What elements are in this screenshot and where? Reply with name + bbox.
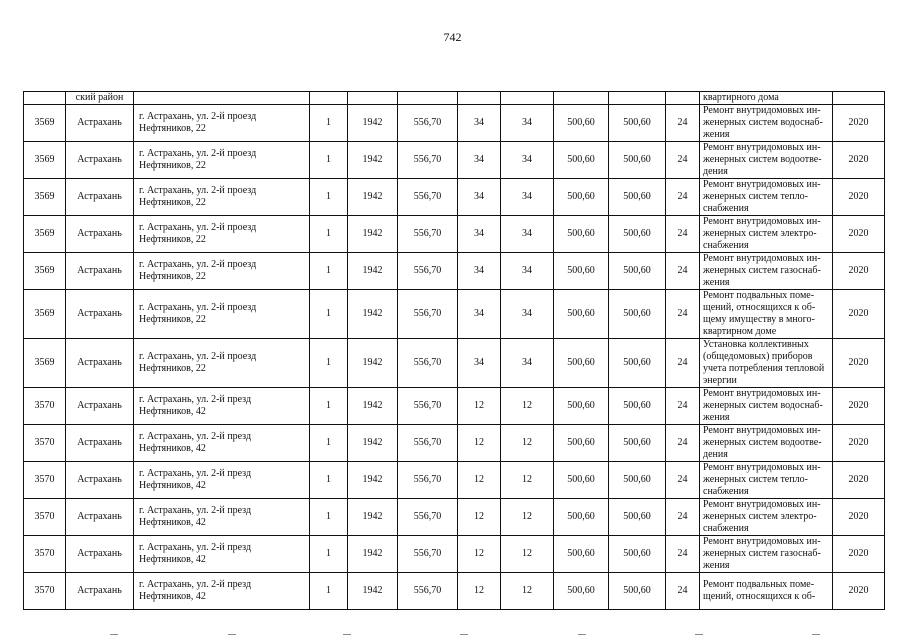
cell-work-type [700,573,833,610]
cell-area2: 500,60 [609,499,666,536]
address-line-2: Нефтяников, 22 [139,123,206,134]
cell-area2: 500,60 [609,253,666,290]
cell-residents2: 12 [501,536,554,573]
table-row [24,499,885,536]
cell-months: 24 [666,425,700,462]
cell-floors: 1 [310,388,348,425]
cell-months: 24 [666,216,700,253]
cell-city: Астрахань [66,573,134,610]
cell-residents2: 12 [501,462,554,499]
table-row [24,462,885,499]
work-line: Установка коллективных [703,339,809,350]
cell-work-type [700,105,833,142]
cell-floors: 1 [310,425,348,462]
cell-work-year: 2020 [833,462,885,499]
cell-area: 556,70 [398,536,458,573]
address-line-1: г. Астрахань, ул. 2-й презд [139,505,252,516]
cell-area: 556,70 [398,462,458,499]
table-row [24,290,885,339]
cell-no: 3569 [24,142,66,179]
work-line: Ремонт внутридомовых ин- [703,179,821,190]
cell-residents1: 12 [458,425,501,462]
work-continuation: квартирного дома [700,92,833,105]
cell-no: 3570 [24,536,66,573]
cell-area1: 500,60 [554,290,609,339]
work-line: женерных систем электро- [703,511,817,522]
cell-residents2: 12 [501,388,554,425]
work-line: женерных систем газоснаб- [703,548,821,559]
cell-area: 556,70 [398,339,458,388]
work-line: женерных систем электро- [703,228,817,239]
cell-area: 556,70 [398,105,458,142]
cell-residents2: 34 [501,216,554,253]
cell-residents1: 34 [458,253,501,290]
address-line-1: г. Астрахань, ул. 2-й презд [139,394,252,405]
cell-work-type [700,290,833,339]
cell-city: Астрахань [66,142,134,179]
continuation-row [24,92,885,105]
address-line-2: Нефтяников, 42 [139,406,206,417]
cell-work-type [700,536,833,573]
cell-address [134,536,310,573]
cell-city: Астрахань [66,388,134,425]
cell-work-year: 2020 [833,179,885,216]
cell-floors: 1 [310,290,348,339]
table-row [24,573,885,610]
cell-no: 3570 [24,462,66,499]
cell-area1: 500,60 [554,216,609,253]
cell-address [134,573,310,610]
cell-no: 3570 [24,425,66,462]
cell-work-year: 2020 [833,216,885,253]
cell-residents2: 34 [501,253,554,290]
address-line-1: г. Астрахань, ул. 2-й проезд [139,111,257,122]
cell-year: 1942 [348,105,398,142]
table-row [24,216,885,253]
cell-floors: 1 [310,179,348,216]
address-line-2: Нефтяников, 22 [139,160,206,171]
cell-no: 3569 [24,179,66,216]
cell-no: 3569 [24,216,66,253]
cell-area1: 500,60 [554,573,609,610]
cell-work-year: 2020 [833,253,885,290]
cell-months: 24 [666,290,700,339]
work-line: щений, относящихся к об- [703,302,816,313]
cell-address [134,105,310,142]
cell-year: 1942 [348,339,398,388]
cell-months: 24 [666,573,700,610]
cell-area: 556,70 [398,425,458,462]
cell-area: 556,70 [398,573,458,610]
address-line-2: Нефтяников, 42 [139,443,206,454]
cell-floors: 1 [310,339,348,388]
cell-residents2: 12 [501,573,554,610]
cell-work-year: 2020 [833,142,885,179]
cell-no: 3569 [24,105,66,142]
cell-area: 556,70 [398,253,458,290]
cell-work-type [700,179,833,216]
cell-months: 24 [666,462,700,499]
address-line-2: Нефтяников, 42 [139,480,206,491]
cell-address [134,425,310,462]
cell-area: 556,70 [398,290,458,339]
work-line: щему имуществу в много- [703,314,815,325]
cell-year: 1942 [348,425,398,462]
cell-year: 1942 [348,536,398,573]
district-continuation: ский район [66,92,134,105]
cell-months: 24 [666,388,700,425]
work-line: Ремонт внутридомовых ин- [703,105,821,116]
cell-floors: 1 [310,105,348,142]
work-line: снабжения [703,523,749,534]
cell-area1: 500,60 [554,388,609,425]
cell-months: 24 [666,253,700,290]
cell-city: Астрахань [66,462,134,499]
cell-residents2: 34 [501,290,554,339]
cell-area: 556,70 [398,179,458,216]
work-line: энергии [703,375,737,386]
cell-work-year: 2020 [833,536,885,573]
work-line: Ремонт внутридомовых ин- [703,253,821,264]
cell-no: 3570 [24,573,66,610]
cell-year: 1942 [348,290,398,339]
cell-residents2: 12 [501,425,554,462]
work-line: снабжения [703,203,749,214]
cell-year: 1942 [348,388,398,425]
address-line-1: г. Астрахань, ул. 2-й проезд [139,148,257,159]
work-line: женерных систем тепло- [703,191,808,202]
cell-residents1: 12 [458,499,501,536]
work-line: снабжения [703,486,749,497]
cell-floors: 1 [310,216,348,253]
cell-floors: 1 [310,536,348,573]
cell-area2: 500,60 [609,536,666,573]
cell-work-type [700,253,833,290]
cell-address [134,339,310,388]
cell-city: Астрахань [66,105,134,142]
cell-residents1: 34 [458,290,501,339]
cell-residents1: 12 [458,536,501,573]
cell-residents2: 12 [501,499,554,536]
work-line: Ремонт внутридомовых ин- [703,499,821,510]
address-line-1: г. Астрахань, ул. 2-й проезд [139,302,257,313]
work-line: жения [703,412,730,423]
cell-residents2: 34 [501,105,554,142]
cell-area1: 500,60 [554,462,609,499]
cell-city: Астрахань [66,425,134,462]
address-line-1: г. Астрахань, ул. 2-й презд [139,468,252,479]
cell-address [134,388,310,425]
cell-work-type [700,462,833,499]
address-line-1: г. Астрахань, ул. 2-й проезд [139,222,257,233]
work-line: жения [703,277,730,288]
address-line-1: г. Астрахань, ул. 2-й презд [139,431,252,442]
address-line-2: Нефтяников, 42 [139,591,206,602]
cell-area1: 500,60 [554,499,609,536]
address-line-1: г. Астрахань, ул. 2-й презд [139,579,252,590]
table-row [24,179,885,216]
work-line: (общедомовых) приборов [703,351,813,362]
work-line: Ремонт подвальных поме- [703,290,815,301]
cell-area1: 500,60 [554,179,609,216]
cell-work-year: 2020 [833,499,885,536]
cell-area2: 500,60 [609,462,666,499]
cell-address [134,499,310,536]
address-line-2: Нефтяников, 22 [139,234,206,245]
cell-area: 556,70 [398,499,458,536]
cell-no: 3570 [24,499,66,536]
cell-no: 3569 [24,339,66,388]
work-line: щений, относящихся к об- [703,591,816,602]
cell-city: Астрахань [66,290,134,339]
cell-residents1: 12 [458,388,501,425]
cell-area1: 500,60 [554,339,609,388]
address-line-2: Нефтяников, 22 [139,363,206,374]
cell-address [134,216,310,253]
cell-area2: 500,60 [609,105,666,142]
cell-months: 24 [666,499,700,536]
cell-work-year: 2020 [833,339,885,388]
work-line: Ремонт внутридомовых ин- [703,536,821,547]
cell-area1: 500,60 [554,253,609,290]
work-line: дения [703,449,728,460]
capital-repair-table [23,91,885,610]
page-number: 742 [443,30,462,44]
work-line: женерных систем водоснаб- [703,117,823,128]
address-line-2: Нефтяников, 22 [139,271,206,282]
address-line-2: Нефтяников, 22 [139,314,206,325]
address-line-1: г. Астрахань, ул. 2-й проезд [139,259,257,270]
cell-floors: 1 [310,462,348,499]
work-line: снабжения [703,240,749,251]
cell-work-type [700,216,833,253]
cell-city: Астрахань [66,499,134,536]
cell-area2: 500,60 [609,142,666,179]
cell-residents2: 34 [501,142,554,179]
cell-work-year: 2020 [833,290,885,339]
cell-year: 1942 [348,179,398,216]
address-line-1: г. Астрахань, ул. 2-й презд [139,542,252,553]
address-line-2: Нефтяников, 42 [139,517,206,528]
address-line-2: Нефтяников, 22 [139,197,206,208]
cell-address [134,290,310,339]
work-line: Ремонт внутридомовых ин- [703,216,821,227]
cell-work-year: 2020 [833,105,885,142]
cell-work-type [700,388,833,425]
work-line: Ремонт внутридомовых ин- [703,388,821,399]
cell-work-type [700,499,833,536]
cell-residents1: 34 [458,105,501,142]
cell-year: 1942 [348,499,398,536]
cell-work-type [700,142,833,179]
cell-work-type [700,339,833,388]
cell-city: Астрахань [66,536,134,573]
work-line: Ремонт подвальных поме- [703,579,815,590]
cell-months: 24 [666,339,700,388]
cell-residents1: 34 [458,179,501,216]
work-line: женерных систем водоснаб- [703,400,823,411]
table-row [24,425,885,462]
table-row [24,253,885,290]
cell-area1: 500,60 [554,536,609,573]
cell-floors: 1 [310,142,348,179]
cell-work-year: 2020 [833,425,885,462]
work-line: женерных систем газоснаб- [703,265,821,276]
work-line: учета потребления тепловой [703,363,825,374]
cell-area2: 500,60 [609,388,666,425]
cell-residents2: 34 [501,179,554,216]
cell-area: 556,70 [398,216,458,253]
cell-residents1: 12 [458,573,501,610]
cell-city: Астрахань [66,216,134,253]
table-row [24,536,885,573]
address-line-1: г. Астрахань, ул. 2-й проезд [139,185,257,196]
cell-city: Астрахань [66,253,134,290]
work-line: Ремонт внутридомовых ин- [703,142,821,153]
cell-area2: 500,60 [609,425,666,462]
cell-area2: 500,60 [609,339,666,388]
cell-area1: 500,60 [554,142,609,179]
cell-floors: 1 [310,573,348,610]
cell-year: 1942 [348,573,398,610]
cell-no: 3569 [24,253,66,290]
cell-address [134,253,310,290]
cell-year: 1942 [348,462,398,499]
cell-residents2: 34 [501,339,554,388]
cell-months: 24 [666,536,700,573]
work-line: женерных систем водоотве- [703,154,822,165]
cell-area: 556,70 [398,142,458,179]
work-line: Ремонт внутридомовых ин- [703,462,821,473]
cell-city: Астрахань [66,179,134,216]
work-line: жения [703,560,730,571]
cell-city: Астрахань [66,339,134,388]
cell-year: 1942 [348,142,398,179]
cell-area2: 500,60 [609,290,666,339]
work-line: женерных систем тепло- [703,474,808,485]
address-line-2: Нефтяников, 42 [139,554,206,565]
cell-no: 3569 [24,290,66,339]
cell-residents1: 12 [458,462,501,499]
cell-area1: 500,60 [554,105,609,142]
cell-work-year: 2020 [833,573,885,610]
cell-residents1: 34 [458,339,501,388]
cell-residents1: 34 [458,142,501,179]
cell-floors: 1 [310,253,348,290]
cell-area: 556,70 [398,388,458,425]
cell-work-year: 2020 [833,388,885,425]
cell-months: 24 [666,105,700,142]
cell-year: 1942 [348,216,398,253]
cell-address [134,462,310,499]
cell-address [134,142,310,179]
cell-months: 24 [666,142,700,179]
table-row [24,339,885,388]
cell-area2: 500,60 [609,573,666,610]
table-row [24,142,885,179]
cell-floors: 1 [310,499,348,536]
address-line-1: г. Астрахань, ул. 2-й проезд [139,351,257,362]
cell-year: 1942 [348,253,398,290]
table-row [24,388,885,425]
cell-no: 3570 [24,388,66,425]
cell-area2: 500,60 [609,179,666,216]
table-row [24,105,885,142]
cell-work-type [700,425,833,462]
cell-months: 24 [666,179,700,216]
cell-residents1: 34 [458,216,501,253]
cell-area1: 500,60 [554,425,609,462]
work-line: женерных систем водоотве- [703,437,822,448]
cell-area2: 500,60 [609,216,666,253]
cell-address [134,179,310,216]
work-line: жения [703,129,730,140]
page-bottom-marks [0,630,905,640]
work-line: дения [703,166,728,177]
work-line: квартирном доме [703,326,777,337]
work-line: Ремонт внутридомовых ин- [703,425,821,436]
